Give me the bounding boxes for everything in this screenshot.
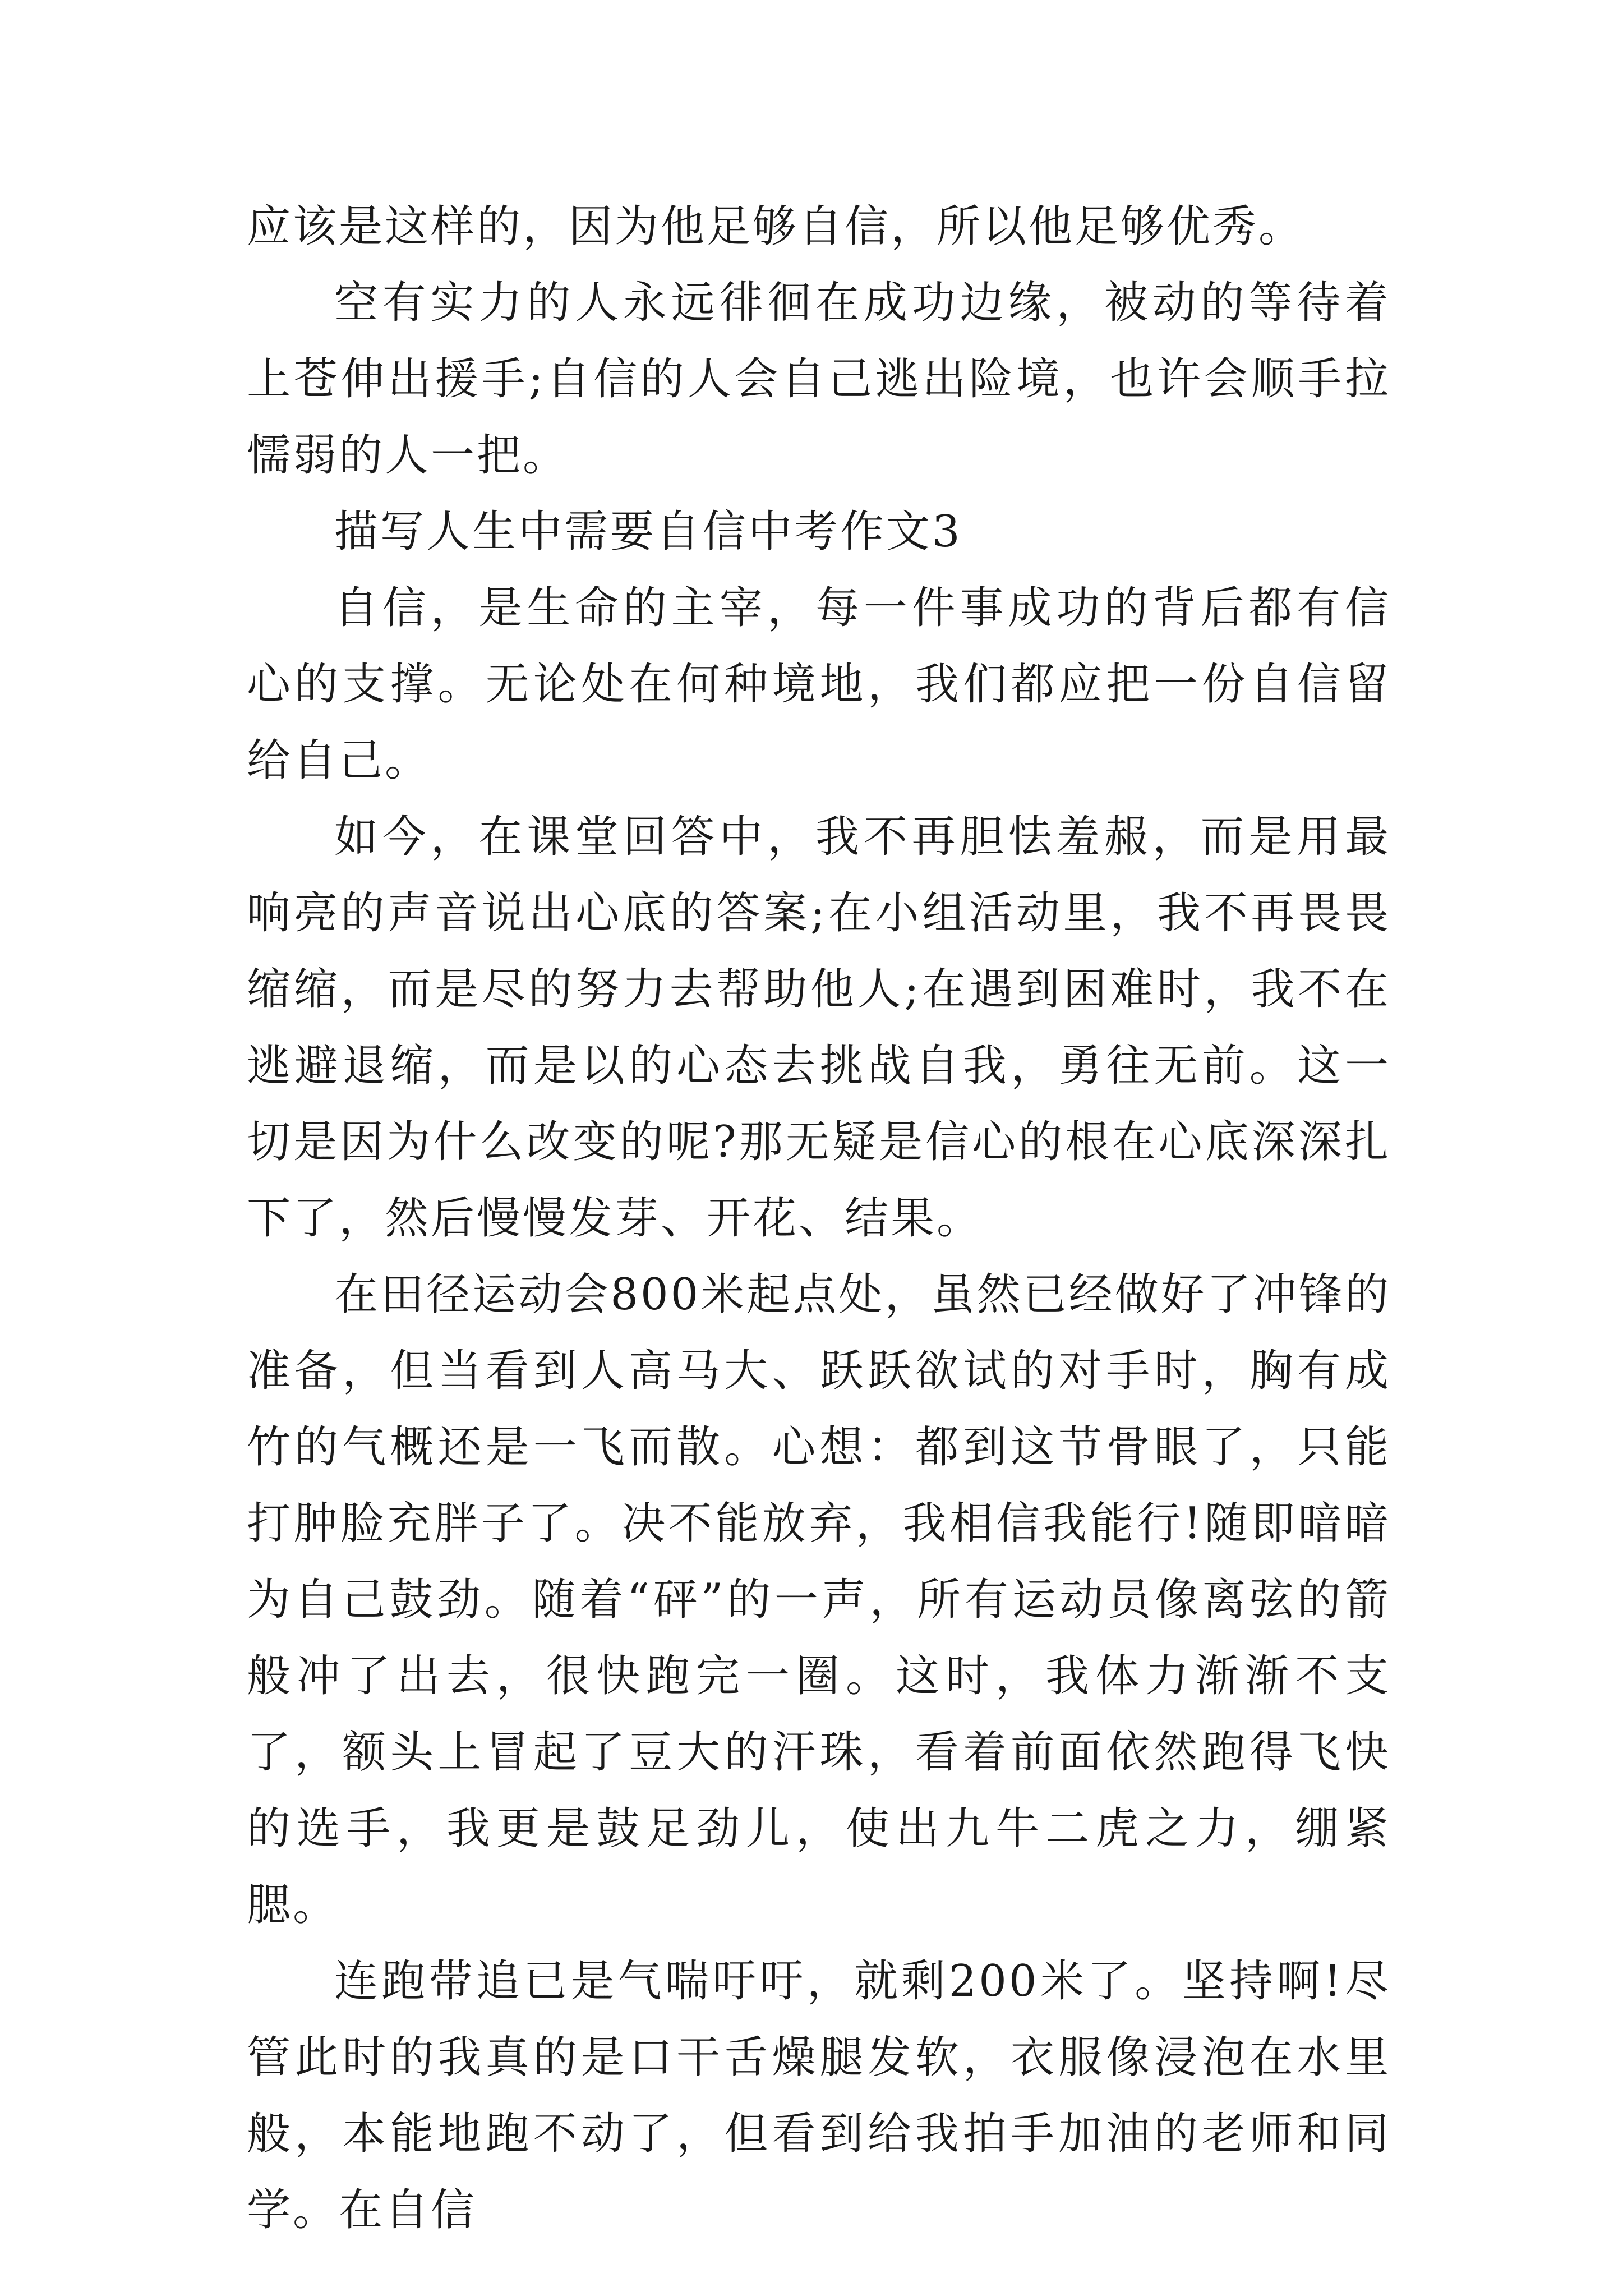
paragraph-classroom: 如今，在课堂回答中，我不再胆怯羞赧，而是用最响亮的声音说出心底的答案;在小组活动里，我不再畏畏缩缩，而是尽的努力去帮助他人;在遇到困难时，我不在逃避退缩，而是以的心态去挑战自我，勇往无前。这一切是因为什么改变的呢?那无疑是信心的根在心底深深扎下了，然后慢慢发芽、开花、结果。 [247, 812, 1391, 1244]
essay-title: 描写人生中需要自信中考作文3 [334, 507, 962, 557]
paragraph-ability: 空有实力的人永远徘徊在成功边缘，被动的等待着上苍伸出援手;自信的人会自己逃出险境，也许会顺手拉懦弱的人一把。 [247, 278, 1391, 481]
paragraph-race-finish: 连跑带追已是气喘吁吁，就剩200米了。坚持啊!尽管此时的我真的是口干舌燥腿发软，衣服像浸泡在水里般，本能地跑不动了，但看到给我拍手加油的老师和同学。在自信 [247, 1956, 1391, 2235]
paragraph-race-start: 在田径运动会800米起点处，虽然已经做好了冲锋的准备，但当看到人高马大、跃跃欲试的对手时，胸有成竹的气概还是一飞而散。心想：都到这节骨眼了，只能打肿脸充胖子了。决不能放弃，我相信我能行!随即暗暗为自己鼓劲。随着“砰”的一声，所有运动员像离弦的箭般冲了出去，很快跑完一圈。这时，我体力渐渐不支了，额头上冒起了豆大的汗珠，看着前面依然跑得飞快的选手，我更是鼓足劲儿，使出九牛二虎之力，绷紧腮。 [247, 1269, 1391, 1930]
paragraph-continuation: 应该是这样的，因为他足够自信，所以他足够优秀。 [247, 201, 1305, 252]
paragraph-intro: 自信，是生命的主宰，每一件事成功的背后都有信心的支撑。无论处在何种境地，我们都应把一份自信留给自己。 [247, 583, 1391, 786]
essay-body [247, 188, 1391, 2248]
